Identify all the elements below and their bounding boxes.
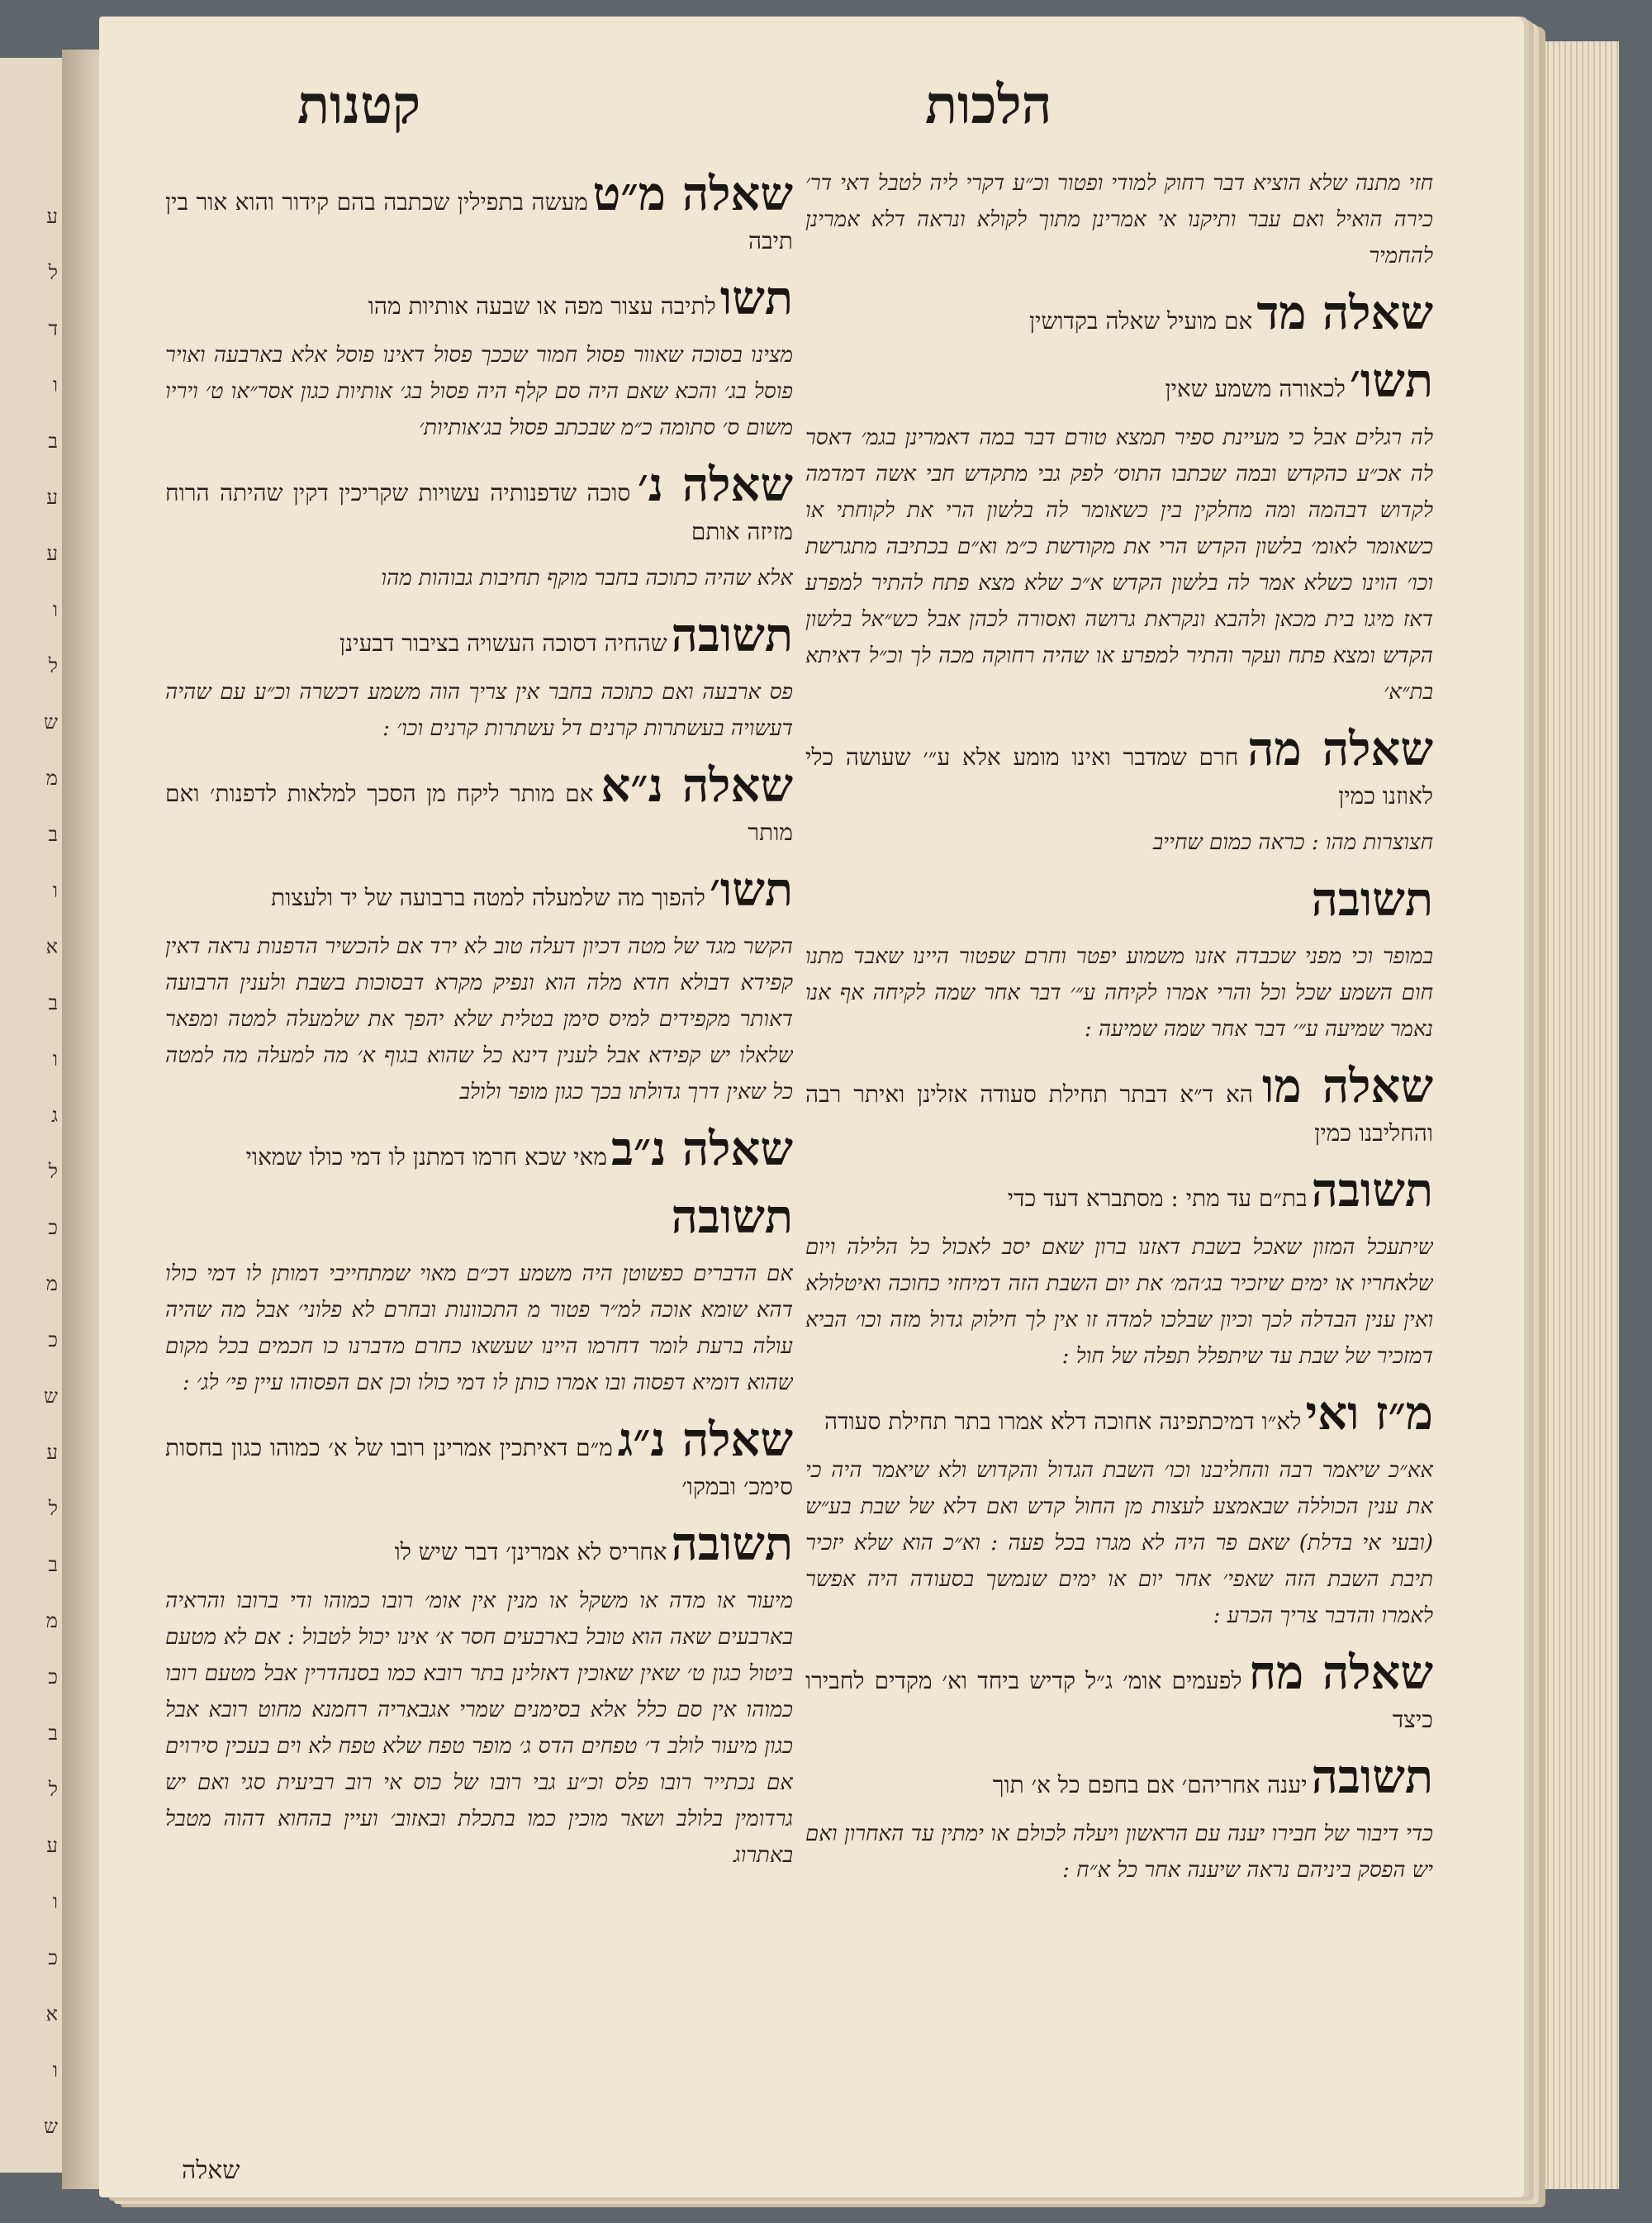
facing-page-fragment: ג (51, 1104, 58, 1127)
heading-label: שאלה מח (1248, 1646, 1433, 1700)
facing-page-fragment: ש (44, 2115, 58, 2138)
heading-subtext: הא ד״א דבתר תחילת סעודה אזלינן ואיתר רבה והחליבנו כמין (805, 1081, 1433, 1147)
body-paragraph (165, 1583, 793, 1874)
facing-page-fragment: כ (48, 1216, 58, 1239)
facing-page-fragment: ע (46, 486, 58, 509)
responsum-heading (805, 1644, 1433, 1738)
heading-subtext: יענה אחריהם׳ אם בחפם כל א׳ תוך (992, 1771, 1308, 1798)
responsum-heading (165, 1188, 793, 1246)
body-paragraph (165, 337, 793, 446)
body-paragraph (805, 1229, 1433, 1375)
heading-subtext: מ״ם דאיתכין אמרינן רובו של א׳ כמוהו כגון בחסות סימכ׳ ובמקו׳ (165, 1434, 793, 1500)
responsum-heading (805, 720, 1433, 815)
catchword: שאלה (182, 2156, 240, 2185)
running-header-right: הלכות (925, 74, 1052, 136)
facing-page-fragment: ע (46, 205, 58, 228)
text-column-right (805, 165, 1433, 2065)
paragraph-text: חזי מתנה שלא הוציא דבר רחוק למודי ופטור וכ״ע דקרי ליה לטבל דאי דר׳ כירה הואיל ואם עבר ותיקנו אי אמרינן מתוך לקולא ונראה דלא אמרינן להחמיר (805, 171, 1433, 268)
heading-subtext: בת״ם עד מתי : מסתברא דעד כדי (1007, 1185, 1308, 1212)
heading-subtext: לכאורה משמע שאין (1165, 375, 1346, 402)
page-edges (1520, 41, 1619, 2189)
body-paragraph (805, 1452, 1433, 1634)
facing-page-fragment: ו (52, 2059, 58, 2082)
paragraph-text: שיתעכל המזון שאכל בשבת דאזנו ברון שאם יסב לאכול כל הלילה ויום שלאחריו או ימים שיזכיר בג׳המ׳ את יום השבת הזה דמיחזי כחוכה ואיטלולא ואין ענין הבדלה לכך וכיון שבלכו למדה זו אין לך חילוק גדול מזה וכו׳ הביא דמזכיר של שבת עד שיתפלל תפלה של חול : (805, 1235, 1433, 1369)
facing-page-fragment: ל (48, 1160, 58, 1183)
paragraph-text: הקשר מגד של מטה דכיון דעלה טוב לא ירד אם להכשיר הדפנות נראה דאין קפידא דבולא חדא מלה הוא ונפיק מקרא דבסוכות בשבת ולענין הרבועה דאותר מקפידים למיס סימן בטלית שלא יהפך את שלמעלה למטה ומפאר שלאלו יש קפידא אבל לענין דינא כל שהוא בגוף א׳ מה למעלה מה למטה כל שאין דרך גדולתו בכך כגון מופר ולולב (165, 934, 793, 1104)
body-paragraph (165, 929, 793, 1110)
text-column-left (165, 165, 793, 2065)
heading-subtext: לפעמים אומ׳ ג״ל קדיש ביחד וא׳ מקדים לחבירו כיצד (805, 1667, 1433, 1733)
heading-label: תשו׳ (1349, 354, 1433, 408)
responsum-heading (805, 284, 1433, 342)
facing-page-fragment: ב (48, 991, 58, 1014)
paragraph-text: חצוצרות מהו : כראה כמום שחייב (1152, 830, 1433, 855)
heading-label: שאלה נ״ב (611, 1122, 793, 1176)
book-page (99, 17, 1524, 2197)
paragraph-text: אלא שהיה כתוכה בחבר מוקף תחיבות גבוהות מהו (381, 566, 793, 591)
responsum-heading (805, 1385, 1433, 1442)
body-paragraph (165, 560, 793, 596)
responsum-heading (165, 1411, 793, 1505)
facing-page-fragment: כ (48, 1946, 58, 1969)
responsum-heading (805, 1161, 1433, 1219)
heading-subtext: אחריס לא אמרינן׳ דבר שיש לו (394, 1538, 667, 1565)
heading-subtext: להפוך מה שלמעלה למטה ברבועה של יד ולעצות (271, 884, 705, 911)
facing-page-fragment: ו (52, 879, 58, 902)
facing-page-fragment: ש (44, 1385, 58, 1408)
facing-page-fragment: ב (48, 430, 58, 453)
heading-label: שאלה מד (1256, 286, 1433, 340)
facing-page-fragment: ו (52, 1047, 58, 1071)
facing-page-fragment: ע (46, 1834, 58, 1857)
left-page-edge (0, 58, 64, 2173)
facing-page-fragment: ב (48, 1553, 58, 1576)
paragraph-text: מיעור או מדה או משקל או מנין אין אומ׳ רובו כמוהו ודי ברובו והראיה בארבעים שאה הוא טובל בארבעים חסר א׳ אינו יכול לטבול : אם לא מטעם ביטול כגון ט׳ שאין שאוכין דאזלינן בתר רובא כמו בסנהדרין אבל מטעם רובו כמוהו אין סם כלל אלא בסימנים שמרי אגבאריה רחמנא מחוט רובא אבל כגון מיעור לולב ד׳ טפחים הדס ג׳ מופר טפח שלא טפח לא וים בעכין סירוים אם נכתייר רובו פלס וכ״ע גבי רובו של כוס אי רוב רביעית סגי ואם יש גרדומין בלולב ושאר מוכין כמו בתכלת ובאזוב׳ ועיין בהחוא דהוה מטבל באתרוג (165, 1589, 793, 1868)
body-paragraph (805, 824, 1433, 861)
responsum-heading (805, 1057, 1433, 1152)
heading-label: שאלה נ׳ (637, 458, 793, 512)
paragraph-text: במופר וכי מפני שכבדה אזנו משמוע יפטר וחרם שפטור היינו שאבד מתנו חום השמע שכל וכל והרי אמרו לקיחה ע״׳ דבר אחר שמה לקיחה אף אנו נאמר שמיעה ע״׳ דבר אחר שמה שמיעה : (805, 944, 1433, 1042)
facing-page-fragment: ש (44, 710, 58, 734)
facing-page-fragment: כ (48, 1665, 58, 1689)
facing-page-fragment: ו (52, 1890, 58, 1913)
facing-page-fragment: ל (48, 654, 58, 677)
facing-page-fragment: ב (48, 823, 58, 846)
body-paragraph (165, 674, 793, 747)
heading-subtext: שהחיה דסוכה העשויה בציבור דבעינן (339, 629, 667, 657)
heading-label: תשובה (671, 1517, 793, 1571)
heading-subtext: לא״ו דמיכתפינה אחוכה דלא אמרו בתר תחילת סעודה (824, 1408, 1302, 1435)
facing-page-fragment: ע (46, 542, 58, 565)
heading-subtext: חרם שמדבר ואינו מומע אלא ע״׳ שעושה כלי לאוזנו כמין (805, 743, 1433, 810)
heading-label: מ״ז ואי (1305, 1386, 1433, 1441)
responsum-heading (165, 456, 793, 550)
facing-page-fragment: ל (48, 1778, 58, 1801)
heading-label: תשו (719, 271, 793, 325)
running-header-left: קטנות (297, 74, 421, 136)
running-header (99, 74, 1524, 165)
responsum-heading (165, 269, 793, 327)
heading-subtext: לתיבה עצור מפה או שבעה אותיות מהו (368, 292, 716, 320)
heading-label: שאלה נ״א (601, 758, 793, 813)
paragraph-text: כדי דיבור של חבירו יענה עם הראשון ויעלה לכולם או ימתין עד האחרון ואם יש הפסק ביניהם נראה שיענה אחר כל א״ח : (805, 1822, 1433, 1883)
heading-label: תשובה (1311, 1750, 1433, 1804)
responsum-heading (805, 352, 1433, 410)
facing-page-fragment: א (45, 935, 58, 958)
facing-page-fragment: ב (48, 1722, 58, 1745)
body-paragraph (805, 938, 1433, 1047)
responsum-heading (805, 1748, 1433, 1806)
heading-subtext: אם מותר ליקח מן הסכך למלאות לדפנות׳ ואם מותר (165, 780, 793, 846)
facing-page-fragment: מ (45, 767, 58, 790)
responsum-heading (165, 1515, 793, 1573)
heading-label: שאלה מו (1262, 1059, 1433, 1114)
facing-page-fragment: ד (48, 317, 58, 340)
facing-page-fragment: מ (45, 1609, 58, 1632)
body-paragraph (165, 1256, 793, 1401)
heading-label: שאלה מה (1247, 722, 1433, 777)
facing-page-fragment: ע (46, 1441, 58, 1464)
heading-subtext: מאי שכא חרמו דמתנן לו דמי כולו שמאוי (245, 1143, 607, 1171)
facing-page-fragment: כ (48, 1328, 58, 1351)
responsum-heading (165, 757, 793, 851)
heading-label: תשובה (1311, 872, 1433, 927)
facing-page-fragment: ו (52, 598, 58, 621)
paragraph-text: לה רגלים אבל כי מעיינת ספיר תמצא טורם דבר במה דאמרינן בגמ׳ דאסר לה אכ״ע כהקדש ובמה שכתבו התוס׳ לפק גבי מתקדש חבי אשה דמדמה לקדוש דבהמה ומה מחלקין בין כשאומר לה בלשון הרי את לקוחתי או כשאומר לאומ׳ בלשון הקדש הרי את מקודשת כ״מ וא״ם בכתיבה מתגרשת וכו׳ הוינו כשלא אמר לה בלשון הקדש א״כ שלא מצא פתח להתיר למפרע דאז מיגו בית מכאן ולהבא ונקראת גרושה ואסורה לכהן אבל כש״אל בלשון הקדש ומצא פתח ועקר והתיר למפרע או שהיה רחוקה מכה לך וכ״ל דאיתא בת״א׳ (805, 425, 1433, 705)
body-paragraph (805, 1816, 1433, 1888)
heading-label: שאלה נ״ג (617, 1413, 793, 1467)
heading-label: תשו׳ (709, 862, 793, 917)
facing-page-fragment: ל (48, 261, 58, 284)
facing-page-fragment: א (45, 2002, 58, 2026)
paragraph-text: מצינו בסוכה שאוור פסול חמור שככך פסול דאינו פוסל אלא בארבעה ואויר פוסל בג׳ והכא שאם היה סם קלף היה פסול בג׳ אותיות כגון אסר״או ט׳ ויריו משום ס׳ סתומה כ״מ שבכתב פסול בג׳אותיות׳ (165, 343, 793, 440)
heading-subtext: סוכה שדפנותיה עשויות שקריכין דקין שהיתה הרוח מזיזה אותם (165, 479, 793, 545)
heading-label: תשובה (671, 608, 793, 663)
facing-page-fragment: ל (48, 1497, 58, 1520)
responsum-heading (805, 871, 1433, 929)
heading-label: תשובה (671, 1190, 793, 1244)
heading-label: שאלה מ״ט (592, 167, 793, 221)
paragraph-text: אא״כ שיאמר רבה והחליבנו וכו׳ השבת הגדול והקדוש ולא שיאמר היה כי את ענין הכוללה שבאמצע לעצות מן החול קדש ואם דלא של שבת בע״ש (ובעי אי בדלת) שאם פר היה לא מגרו בכל פעה : וא״כ הוא שלא יזכיר תיבת השבת הזה שאפי׳ אחר יום או ימים שנמשך בסעודה היה אפשר לאמרו והדבר צריך הכרע : (805, 1458, 1433, 1628)
heading-subtext: מעשה בתפילין שכתבה בהם קידור והוא אור בין תיבה (165, 188, 793, 254)
body-paragraph (805, 165, 1433, 274)
heading-label: תשובה (1311, 1163, 1433, 1218)
body-paragraph (805, 420, 1433, 710)
responsum-heading (165, 861, 793, 919)
paragraph-text: פס ארבעה ואם כתוכה בחבר אין צריך הוה משמע דכשרה וכ״ע עם שהיה דעשויה בעשתרות קרנים דל עשתרות קרנים וכו׳ : (165, 680, 793, 741)
responsum-heading (165, 1120, 793, 1178)
heading-subtext: אם מועיל שאלה בקדושין (1029, 307, 1253, 335)
responsum-heading (165, 165, 793, 259)
facing-page-fragment: מ (45, 1272, 58, 1295)
paragraph-text: אם הדברים כפשוטן היה משמע דכ״ם מאוי שמתחייבי דמותן לו דמי כולו דהא שומא אוכה למ״ר פטור מ התכוונות ובחרם לא פלוני׳ אבל מה שהיה עולה ברעת לומר דחרמו היינו שעשאו כחרם מדברנו כו חכמים בכל מקום שהוא דומיא דפסוה ובו אמרו כותן לו דמי כולו וכן אם הפסוהו עיין פי׳ לג׳ : (165, 1261, 793, 1395)
responsum-heading (165, 606, 793, 664)
facing-page-fragment: ו (52, 373, 58, 397)
